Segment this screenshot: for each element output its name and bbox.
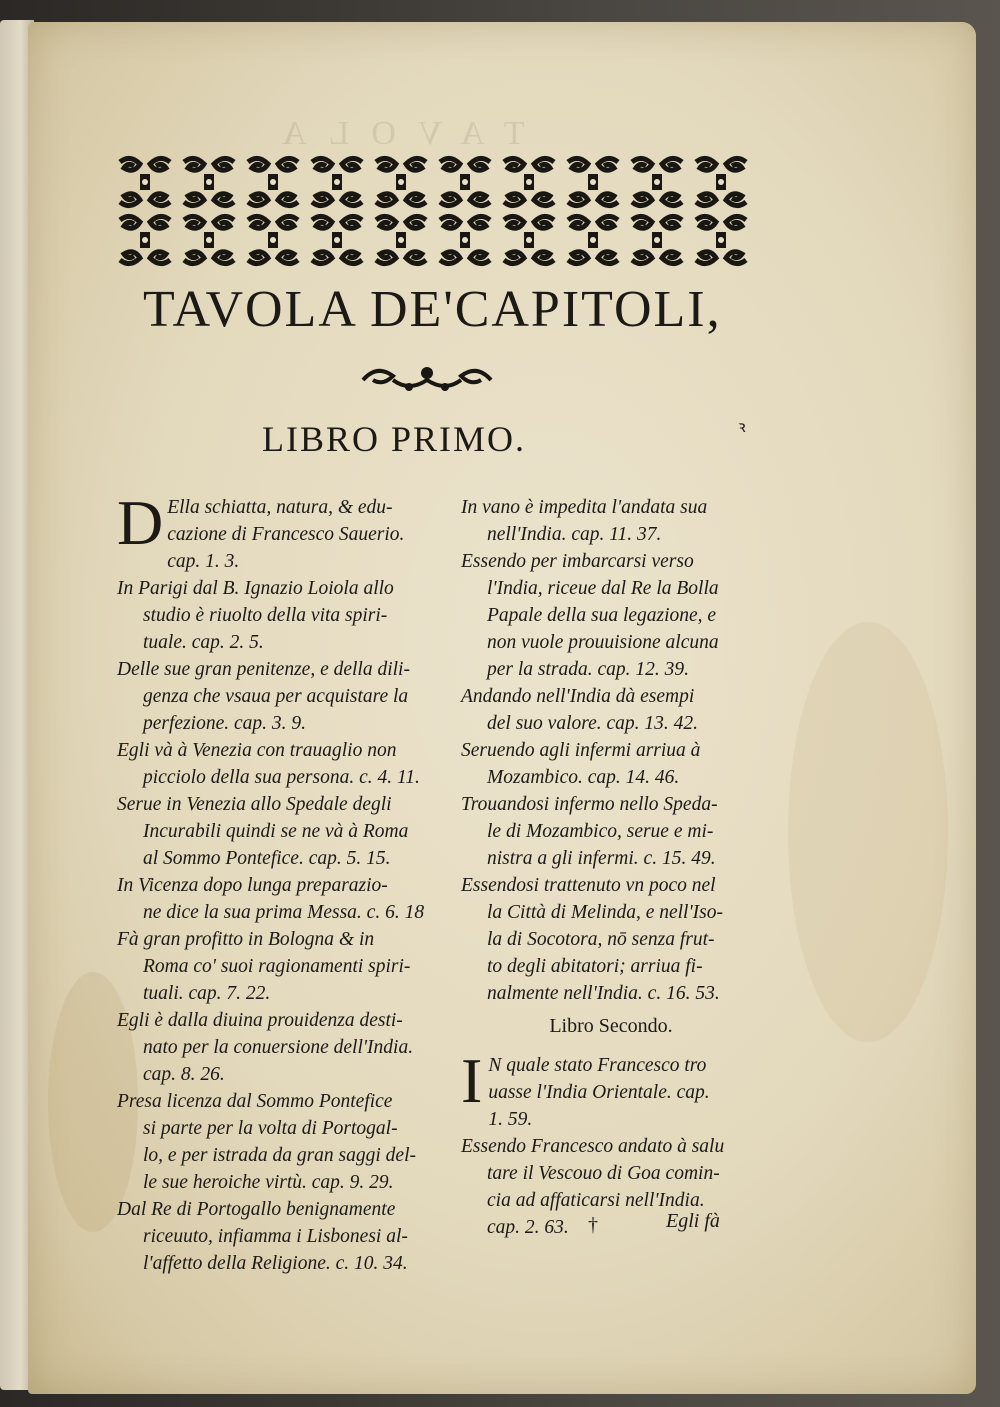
toc-line: nell'India. cap. 11. 37. (487, 524, 662, 545)
toc-line: tare il Vescouo di Goa comin- (487, 1163, 720, 1184)
toc-line: In Vicenza dopo lunga preparazio- (117, 875, 388, 896)
toc-line: In Parigi dal B. Ignazio Loiola allo (117, 578, 394, 599)
toc-entry (117, 926, 457, 1007)
toc-line: nalmente nell'India. c. 16. 53. (487, 983, 720, 1004)
small-ornament-graphic (357, 361, 497, 399)
toc-line: nato per la conuersione dell'India. (143, 1037, 414, 1058)
drop-cap: D (117, 487, 164, 558)
toc-entry (117, 487, 457, 575)
toc-line: Papale della sua legazione, e (487, 605, 717, 626)
toc-line: al Sommo Pontefice. cap. 5. 15. (143, 848, 391, 869)
toc-entry (117, 656, 457, 737)
toc-line: picciolo della sua persona. c. 4. 11. (143, 767, 420, 788)
signature-mark: † (588, 1214, 598, 1236)
toc-line: riceuuto, infiamma i Lisbonesi al- (143, 1226, 408, 1247)
toc-line: Seruendo agli infermi arriua à (461, 740, 701, 761)
section-heading: Libro Secondo. (549, 1015, 673, 1037)
toc-line: tuale. cap. 2. 5. (143, 632, 264, 653)
toc-entry (117, 1007, 457, 1088)
toc-line: Incurabili quindi se ne và à Roma (143, 821, 409, 842)
toc-line: cazione di Francesco Sauerio. (167, 524, 405, 545)
toc-entry (117, 1196, 457, 1277)
toc-entry (117, 1088, 457, 1196)
toc-line: non vuole prouuisione alcuna (487, 632, 719, 653)
toc-line: l'India, riceue dal Re la Bolla (487, 578, 719, 599)
toc-line: Ella schiatta, natura, & edu- (167, 497, 393, 518)
toc-entry (117, 575, 457, 656)
toc-line: 1. 59. (488, 1109, 533, 1130)
toc-line: N quale stato Francesco tro (488, 1055, 707, 1076)
toc-line: perfezione. cap. 3. 9. (143, 713, 307, 734)
toc-line: Trouandosi infermo nello Speda- (461, 794, 718, 815)
section-title: LIBRO PRIMO. (262, 419, 527, 459)
toc-line: nistra a gli infermi. c. 15. 49. (487, 848, 716, 869)
toc-line: to degli abitatori; arriua fi- (487, 956, 703, 977)
left-column (117, 487, 457, 1277)
toc-line: Roma co' suoi ragionamenti spiri- (143, 956, 411, 977)
side-mark: ꝛ (738, 419, 746, 436)
toc-entry (117, 872, 457, 926)
toc-line: ne dice la sua prima Messa. c. 6. 18 (143, 902, 425, 923)
toc-line: Egli è dalla diuina prouidenza desti- (117, 1010, 403, 1031)
toc-line: per la strada. cap. 12. 39. (487, 659, 690, 680)
toc-line: tuali. cap. 7. 22. (143, 983, 271, 1004)
toc-entry (117, 791, 457, 872)
toc-line: Fà gran profitto in Bologna & in (117, 929, 375, 950)
right-column (461, 494, 761, 1241)
toc-entry (461, 548, 761, 683)
toc-line: Presa licenza dal Sommo Pontefice (117, 1091, 393, 1112)
toc-line: l'affetto della Religione. c. 10. 34. (143, 1253, 408, 1274)
toc-entry (117, 737, 457, 791)
toc-entry (461, 1045, 761, 1133)
catchword: Egli fà (666, 1210, 720, 1232)
toc-line: lo, e per istrada da gran saggi del- (143, 1145, 416, 1166)
bleed-through-text: TAVOLA (260, 115, 525, 152)
toc-line: cap. 8. 26. (143, 1064, 225, 1085)
toc-line: cia ad affaticarsi nell'India. (487, 1190, 705, 1211)
page-title: TAVOLA DE'CAPITOLI, (143, 281, 722, 338)
toc-line: cap. 2. 63. (487, 1217, 569, 1238)
ornament-band-graphic (112, 152, 754, 270)
toc-line: le di Mozambico, serue e mi- (487, 821, 714, 842)
toc-line: In vano è impedita l'andata sua (461, 497, 708, 518)
toc-line: Serue in Venezia allo Spedale degli (117, 794, 392, 815)
toc-line: Essendosi trattenuto vn poco nel (461, 875, 716, 896)
toc-line: la di Socotora, nō senza frut- (487, 929, 715, 950)
toc-line: Essendo Francesco andato à salu (461, 1136, 725, 1157)
toc-entry (461, 494, 761, 548)
toc-entry (461, 791, 761, 872)
toc-line: cap. 1. 3. (167, 551, 240, 572)
toc-line: studio è riuolto della vita spiri- (143, 605, 388, 626)
small-ornament (357, 361, 497, 399)
toc-line: Mozambico. cap. 14. 46. (487, 767, 680, 788)
toc-line: le sue heroiche virtù. cap. 9. 29. (143, 1172, 394, 1193)
ornament-band (112, 152, 754, 270)
toc-line: Delle sue gran penitenze, e della dili- (117, 659, 410, 680)
toc-line: del suo valore. cap. 13. 42. (487, 713, 699, 734)
toc-line: si parte per la volta di Portogal- (143, 1118, 398, 1139)
toc-entry (461, 737, 761, 791)
drop-cap: I (461, 1045, 483, 1116)
toc-line: Essendo per imbarcarsi verso (461, 551, 694, 572)
toc-entry (461, 872, 761, 1007)
toc-line: Egli và à Venezia con trauaglio non (117, 740, 397, 761)
toc-line: Andando nell'India dà esempi (461, 686, 695, 707)
toc-line: Dal Re di Portogallo benignamente (117, 1199, 396, 1220)
toc-line: la Città di Melinda, e nell'Iso- (487, 902, 723, 923)
toc-line: uasse l'India Orientale. cap. (488, 1082, 710, 1103)
toc-entry (461, 683, 761, 737)
page-stain (788, 622, 948, 1042)
toc-line: genza che vsaua per acquistare la (143, 686, 409, 707)
